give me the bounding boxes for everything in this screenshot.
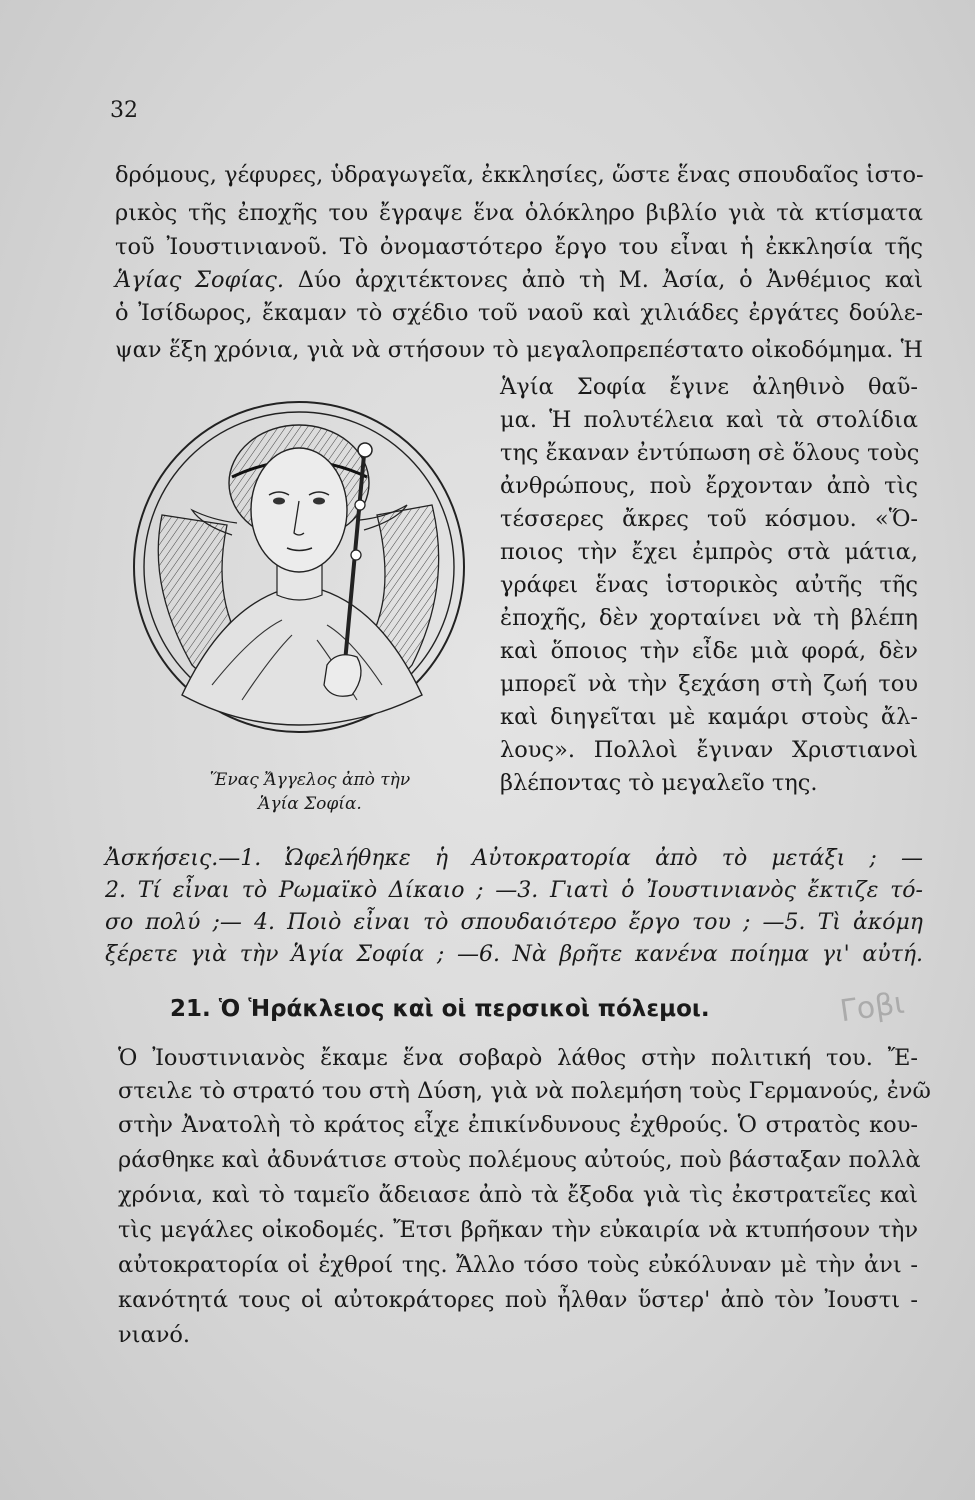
paragraph1-line: ψαν ἕξη χρόνια, γιὰ νὰ στήσουν τὸ μεγαλοπρεπέστατο οἰκοδόμημα. Ἡ [115,337,923,363]
column-line: τέσσερες ἄκρες τοῦ κόσμου. «Ὅ- [500,506,918,532]
paragraph1-line: τοῦ Ἰουστινιανοῦ. Τὸ ὀνομαστότερο ἔργο του εἶναι ἡ ἐκκλησία τῆς [115,234,923,260]
paragraph2-line: νιανό. [118,1322,191,1348]
paragraph2-line: αὐτοκρατορία οἱ ἐχθροί της. Ἄλλο τόσο τοὺς εὐκόλυναν μὲ τὴν ἀνι - [118,1252,918,1278]
paragraph2-line: ράσθηκε καὶ ἀδυνάτισε στοὺς πολέμους αὐτούς, ποὺ βάσταξαν πολλὰ [118,1147,921,1173]
column-line: μα. Ἡ πολυτέλεια καὶ τὰ στολίδια [500,407,918,433]
italic-phrase: Ἁγίας Σοφίας. [115,267,285,293]
paragraph2-line: Ὁ Ἰουστινιανὸς ἔκαμε ἕνα σοβαρὸ λάθος στὴν πολιτική του. Ἔ- [118,1045,918,1071]
paragraph2-line: στὴν Ἀνατολὴ τὸ κράτος εἶχε ἐπικίνδυνους ἐχθρούς. Ὁ στρατὸς κου- [118,1112,918,1138]
caption-line: Ἕνας Ἄγγελος ἀπὸ τὴν [209,770,411,790]
face [251,448,347,572]
paragraph2-line: κανότητά τους οἱ αὐτοκράτορες ποὺ ἦλθαν ὕστερ' ἀπὸ τὸν Ἰουστι - [118,1287,918,1313]
angel-medallion-illustration [132,395,467,740]
column-line: καὶ διηγεῖται μὲ καμάρι στοὺς ἄλ- [500,704,918,730]
column-line: ἐποχῆς, δὲν χορταίνει νὰ τὴ βλέπη [500,605,918,631]
column-line: ἀνθρώπους, ποὺ ἔρχονταν ἀπὸ τὶς [500,473,918,499]
exercises-line: ξέρετε γιὰ τὴν Ἁγία Σοφία ; —6. Νὰ βρῆτε κανένα ποίημα γι' αὐτή. [105,942,923,967]
paragraph1-line: ὁ Ἰσίδωρος, ἔκαμαν τὸ σχέδιο τοῦ ναοῦ καὶ χιλιάδες ἐργάτες δούλε- [115,300,923,326]
handwritten-margin-note: Γοβι [837,985,907,1030]
paragraph2-line: χρόνια, καὶ τὸ ταμεῖο ἄδειασε ἀπὸ τὰ ἔξοδα γιὰ τὶς ἐκστρατεῖες καὶ [118,1182,918,1208]
section-title-text: Ὁ Ἡράκλειος καὶ οἱ περσικοὶ πόλεμοι. [218,996,710,1022]
illustration-caption [160,768,460,816]
hand [324,655,361,696]
paragraph1-line: δρόμους, γέφυρες, ὑδραγωγεῖα, ἐκκλησίες, ὥστε ἕνας σπουδαῖος ἱστο- [115,162,924,188]
column-line: της ἔκαναν ἐντύπωση σὲ ὅλους τοὺς [500,440,920,466]
paragraph2-line: τὶς μεγάλες οἰκοδομές. Ἔτσι βρῆκαν τὴν εὐκαιρία νὰ κτυπήσουν τὴν [118,1217,918,1243]
page-number: 32 [110,98,138,123]
section-number: 21. [170,996,211,1022]
column-line: ποιος τὴν ἔχει ἐμπρὸς στὰ μάτια, [500,539,918,565]
column-line: καὶ ὅποιος τὴν εἶδε μιὰ φορά, δὲν [500,638,918,664]
exercises-line: σο πολύ ;— 4. Ποιὸ εἶναι τὸ σπουδαιότερο ἔργο του ; —5. Τὶ ἀκόμη [105,910,923,935]
column-line: λους». Πολλοὶ ἔγιναν Χριστιανοὶ [500,737,918,763]
exercises-line: Ἀσκήσεις.—1. Ὠφελήθηκε ἡ Αὐτοκρατορία ἀπὸ τὸ μετάξι ; — [105,846,923,871]
angel-medallion-drawing [132,395,467,740]
column-line: γράφει ἕνας ἱστορικὸς αὐτῆς τῆς [500,572,918,598]
column-line: μπορεῖ νὰ τὴν ξεχάση στὴ ζωή του [500,671,918,697]
column-line: Ἁγία Σοφία ἔγινε ἀληθινὸ θαῦ- [500,374,918,400]
caption-line: Ἁγία Σοφία. [258,794,362,814]
exercises-line: 2. Τί εἶναι τὸ Ρωμαϊκὸ Δίκαιο ; —3. Γιατὶ ὁ Ἰουστινιανὸς ἔκτιζε τό- [105,878,923,903]
paragraph1-line: Ἁγίας Σοφίας. Δύο ἀρχιτέκτονες ἀπὸ τὴ Μ. Ἀσία, ὁ Ἀνθέμιος καὶ [115,267,923,293]
paragraph1-line: ρικὸς τῆς ἐποχῆς του ἔγραψε ἕνα ὁλόκληρο βιβλίο γιὰ τὰ κτίσματα [115,200,923,226]
paragraph2-line: στειλε τὸ στρατό του στὴ Δύση, γιὰ νὰ πολεμήση τοὺς Γερμανούς, ἐνῶ [118,1078,931,1104]
section-heading [170,996,718,1022]
column-line: βλέποντας τὸ μεγαλεῖο της. [500,770,818,796]
